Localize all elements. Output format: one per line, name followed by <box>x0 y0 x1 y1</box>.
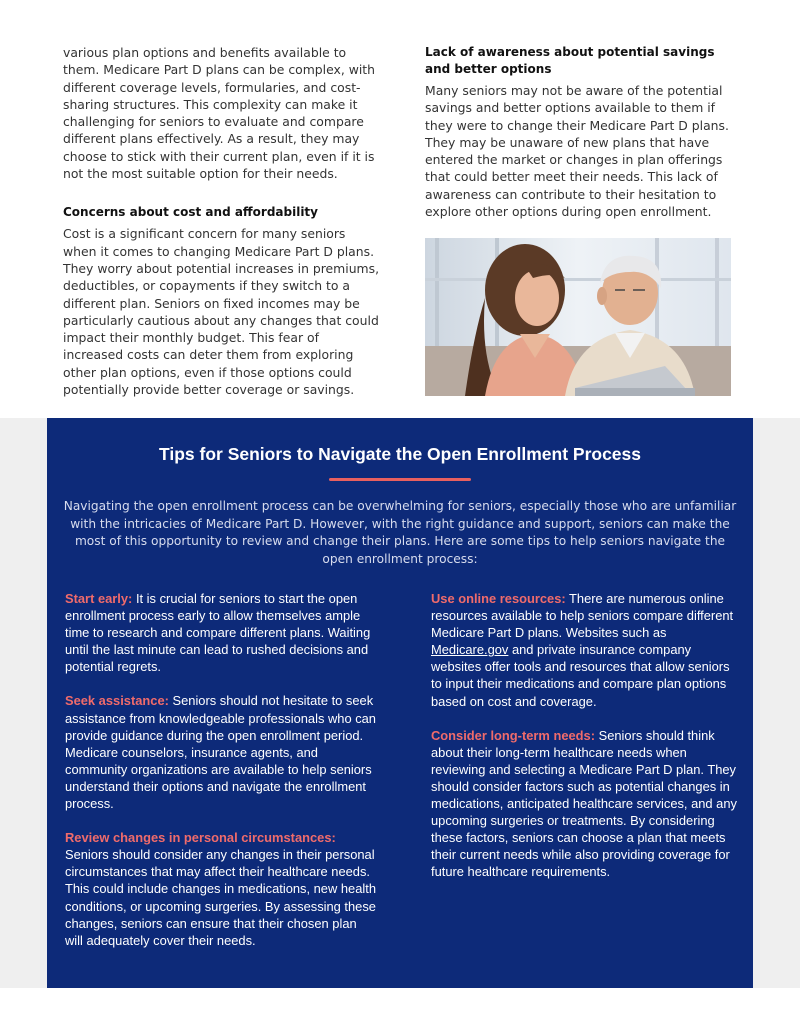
paragraph-cost-concerns: Cost is a significant concern for many seniors when it comes to changing Medicare Part D plans. They worry about potential increases in premiums, deductibles, or copayments if they switch to a different plan. Seniors on fixed incomes may be particularly cautious about any changes that could impact their monthly budget. This fear of increased costs can deter them from exploring other plan options, even if those options could potentially provide better coverage or savings. <box>63 226 380 398</box>
tips-title: Tips for Seniors to Navigate the Open Enrollment Process <box>158 444 641 464</box>
tips-right-column <box>431 590 743 898</box>
tip-label: Seek assistance: <box>65 693 169 709</box>
tips-panel <box>47 418 753 988</box>
paragraph-lack-of-awareness: Many seniors may not be aware of the potential savings and better options available to them if they were to change their Medicare Part D plans. They may be unaware of new plans that have entered the market or changes in plan offerings that could better meet their needs. This lack of awareness can contribute to their hesitation to explore other options during open enrollment. <box>425 83 729 220</box>
tips-left-column <box>65 590 377 966</box>
tip-online-resources <box>431 590 743 710</box>
medicare-gov-link[interactable]: Medicare.gov <box>431 642 509 658</box>
tip-long-term-needs <box>431 727 743 881</box>
tip-start-early <box>65 590 377 675</box>
tip-text: and private insurance company websites offer tools and resources that allow seniors to input their medications and compare plan options based on cost and coverage. <box>431 642 730 709</box>
tip-text: Seniors should consider any changes in their personal circumstances that may affect their healthcare needs. This could include changes in medications, new health conditions, or upcoming surgeries. By assessing these changes, seniors can ensure that their chosen plan will adequately cover their needs. <box>65 847 376 948</box>
tip-seek-assistance <box>65 692 377 812</box>
tips-intro: Navigating the open enrollment process can be overwhelming for seniors, especially those who are unfamiliar with the intricacies of Medicare Part D. However, with the right guidance and support, seniors can make the most of this opportunity to review and change their plans. Here are some tips to help seniors navigate the open enrollment process: <box>63 499 737 566</box>
tip-label: Start early: <box>65 591 133 606</box>
heading-cost-concerns: Concerns about cost and affordability <box>63 205 318 220</box>
heading-lack-of-awareness: Lack of awareness about potential savings and better options <box>425 45 715 76</box>
tip-text: There are numerous online resources available to help seniors compare different Medicare Part D plans. Websites such as <box>431 591 734 641</box>
photo-woman-and-senior-with-laptop <box>425 238 731 396</box>
tip-text: Seniors should not hesitate to seek assistance from knowledgeable professionals who can provide guidance during the open enrollment period. Medicare counselors, insurance agents, and community organizations are available to help seniors understand their options and navigate the enrollment process. <box>65 693 376 812</box>
left-column <box>63 44 381 398</box>
tip-label: Review changes in personal circumstances: <box>65 830 336 846</box>
tip-label: Consider long-term needs: <box>431 727 596 743</box>
tip-text: Seniors should think about their long-term healthcare needs when reviewing and selecting a Medicare Part D plan. They should consider factors such as potential changes in medications, anticipated healthcare services, and any upcoming surgeries or treatments. By considering these factors, seniors can choose a plan that meets their current needs while also providing coverage for future healthcare requirements. <box>431 727 737 880</box>
tip-review-changes <box>65 829 377 949</box>
paragraph-plan-complexity: various plan options and benefits available to them. Medicare Part D plans can be complex, with different coverage levels, formularies, and cost-sharing structures. This complexity can make it challenging for seniors to evaluate and compare different plans effectively. As a result, they may choose to stick with their current plan, even if it is not the most suitable option for their needs. <box>63 45 376 182</box>
right-column <box>425 44 737 220</box>
title-accent-divider <box>329 478 471 481</box>
tip-label: Use online resources: <box>431 591 566 606</box>
tip-text: It is crucial for seniors to start the open enrollment process early to allow themselves ample time to research and compare different plans. Waiting until the last minute can lead to rushed decisions and potential regrets. <box>65 591 371 675</box>
